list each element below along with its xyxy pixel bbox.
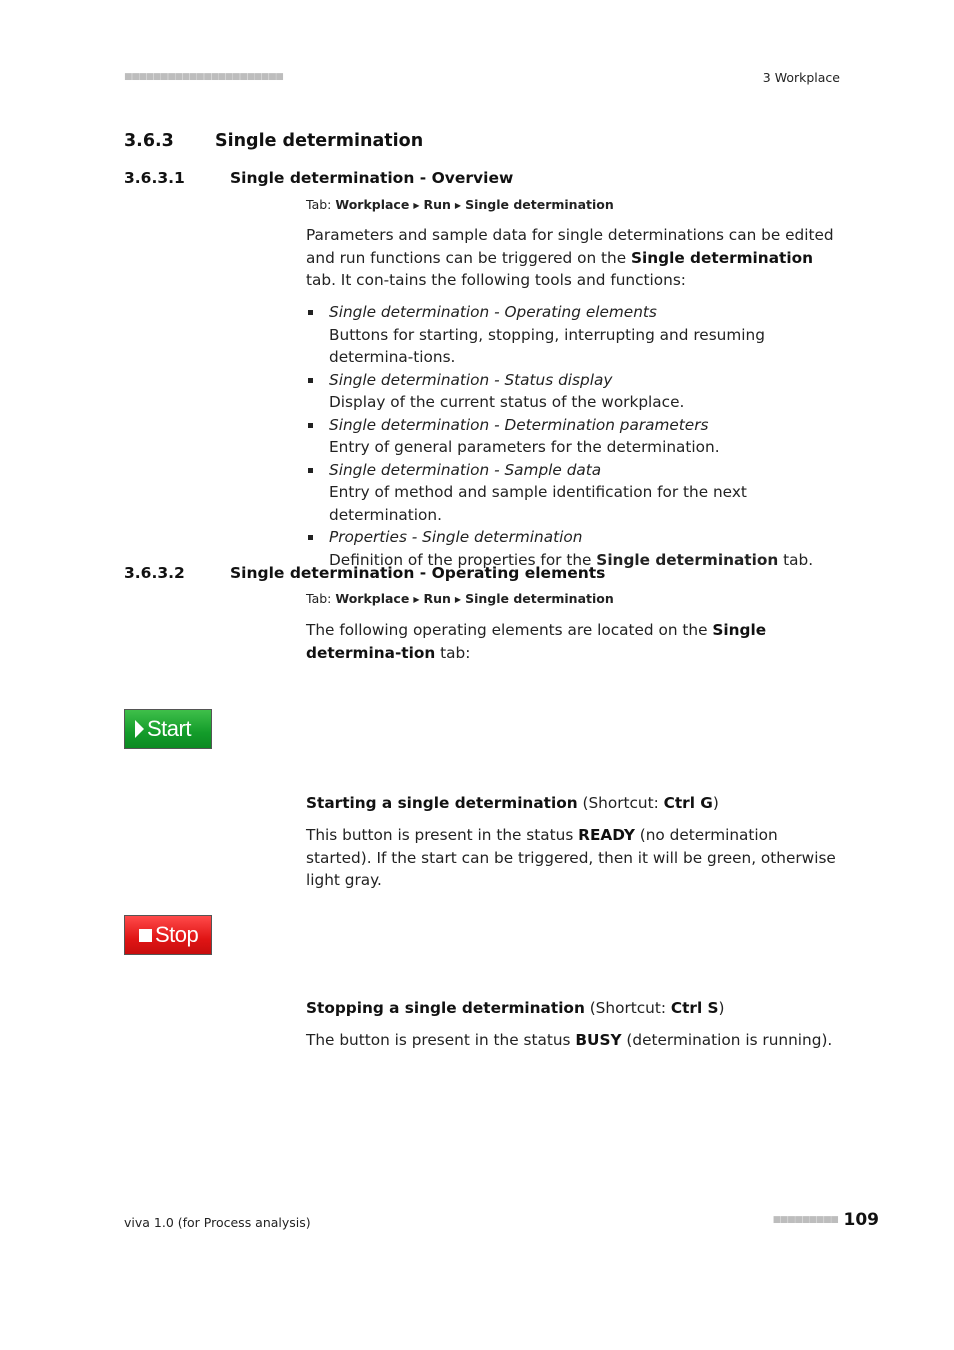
stop-icon <box>139 929 152 942</box>
start-heading <box>306 792 846 815</box>
overview-tab-path <box>306 197 614 212</box>
item-desc: Entry of general parameters for the determination. <box>329 438 720 456</box>
shortcut-suffix: ) <box>718 999 725 1017</box>
path-arrow-icon: ▶ <box>413 201 420 210</box>
tab-path-item: Run <box>423 197 451 212</box>
path-arrow-icon: ▶ <box>413 595 420 604</box>
item-title: Single determination - Status display <box>329 370 613 389</box>
start-heading-bold: Starting a single determination <box>306 794 578 812</box>
footer-product: viva 1.0 (for Process analysis) <box>124 1215 311 1230</box>
stop-heading-bold: Stopping a single determination <box>306 999 585 1017</box>
item-title: Properties - Single determination <box>329 528 583 546</box>
desc-text: The button is present in the status <box>306 1031 576 1049</box>
intro-text: tab. It con-tains the following tools and functions: <box>306 271 686 289</box>
shortcut-suffix: ) <box>712 794 719 812</box>
bullet-icon <box>308 378 313 383</box>
intro-text: Parameters and sample data for single determinations can be edited and run functions can be triggered on the <box>306 226 834 267</box>
desc-text: Definition of the properties for the <box>329 550 597 569</box>
tools-list <box>307 301 847 571</box>
status-busy: BUSY <box>575 1031 622 1049</box>
item-title: Single determination - Determination parameters <box>329 415 709 434</box>
section-title: Single determination <box>215 131 424 151</box>
bullet-icon <box>308 310 313 315</box>
start-shortcut: Ctrl G <box>663 794 713 812</box>
stop-description <box>306 1029 846 1052</box>
operating-intro <box>306 619 846 664</box>
start-button[interactable] <box>124 709 212 749</box>
tab-path-item: Single determination <box>465 591 614 606</box>
intro-text: The following operating elements are located on the <box>306 621 713 639</box>
operating-number: 3.6.3.2 <box>124 564 185 582</box>
start-button-label: Start <box>147 716 191 741</box>
path-arrow-icon: ▶ <box>454 201 462 210</box>
intro-bold: Single determina-tion <box>306 621 767 662</box>
stop-heading <box>306 997 846 1020</box>
stop-shortcut: Ctrl S <box>670 999 719 1017</box>
item-title: Single determination - Operating elements <box>329 303 657 321</box>
section-heading <box>124 131 423 151</box>
intro-bold: Single determination <box>631 248 813 267</box>
stop-button-label: Stop <box>155 922 199 947</box>
tab-prefix: Tab: <box>306 591 332 606</box>
footer-page <box>773 1210 879 1230</box>
status-ready: READY <box>578 826 635 844</box>
list-item <box>307 459 847 527</box>
desc-text: (no determination started). If the start can be triggered, then it will be green, otherwise light gray. <box>306 826 836 889</box>
path-arrow-icon: ▶ <box>454 595 462 604</box>
tab-path-item: Run <box>423 591 451 606</box>
list-item <box>307 369 847 414</box>
desc-text: This button is present in the status <box>306 826 579 844</box>
list-item <box>307 301 847 369</box>
operating-tab-path <box>306 591 614 606</box>
overview-number: 3.6.3.1 <box>124 169 185 187</box>
play-icon <box>135 720 144 738</box>
desc-text: (determination is running). <box>621 1031 833 1049</box>
overview-intro <box>306 224 846 292</box>
shortcut-prefix: (Shortcut: <box>584 999 671 1017</box>
shortcut-prefix: (Shortcut: <box>577 794 664 812</box>
operating-title: Single determination - Operating elements <box>230 564 606 582</box>
stop-button[interactable] <box>124 915 212 955</box>
tab-prefix: Tab: <box>306 197 332 212</box>
tab-path-item: Single determination <box>465 197 614 212</box>
item-desc: Buttons for starting, stopping, interrupting and resuming determina-tions. <box>329 325 765 366</box>
header-decoration: ■■■■■■■■■■■■■■■■■■■■■■ <box>124 72 283 82</box>
tab-path-item: Workplace <box>335 591 410 606</box>
item-desc: Entry of method and sample identification for the next determination. <box>329 483 747 524</box>
bullet-icon <box>308 535 313 540</box>
start-description <box>306 824 846 892</box>
overview-heading <box>124 169 513 187</box>
page-number: 109 <box>843 1210 879 1230</box>
item-desc: Display of the current status of the workplace. <box>329 393 685 411</box>
operating-heading <box>124 564 605 582</box>
bullet-icon <box>308 423 313 428</box>
intro-text: tab: <box>435 643 471 662</box>
bullet-icon <box>308 468 313 473</box>
desc-bold: Single determination <box>596 550 779 569</box>
tab-path-item: Workplace <box>335 197 410 212</box>
list-item <box>307 414 847 459</box>
chapter-header: 3 Workplace <box>762 70 840 85</box>
item-title: Single determination - Sample data <box>329 460 602 479</box>
desc-text: tab. <box>778 550 814 569</box>
section-number: 3.6.3 <box>124 131 174 151</box>
overview-title: Single determination - Overview <box>230 169 514 187</box>
footer-decoration: ■■■■■■■■■ <box>772 1215 838 1225</box>
